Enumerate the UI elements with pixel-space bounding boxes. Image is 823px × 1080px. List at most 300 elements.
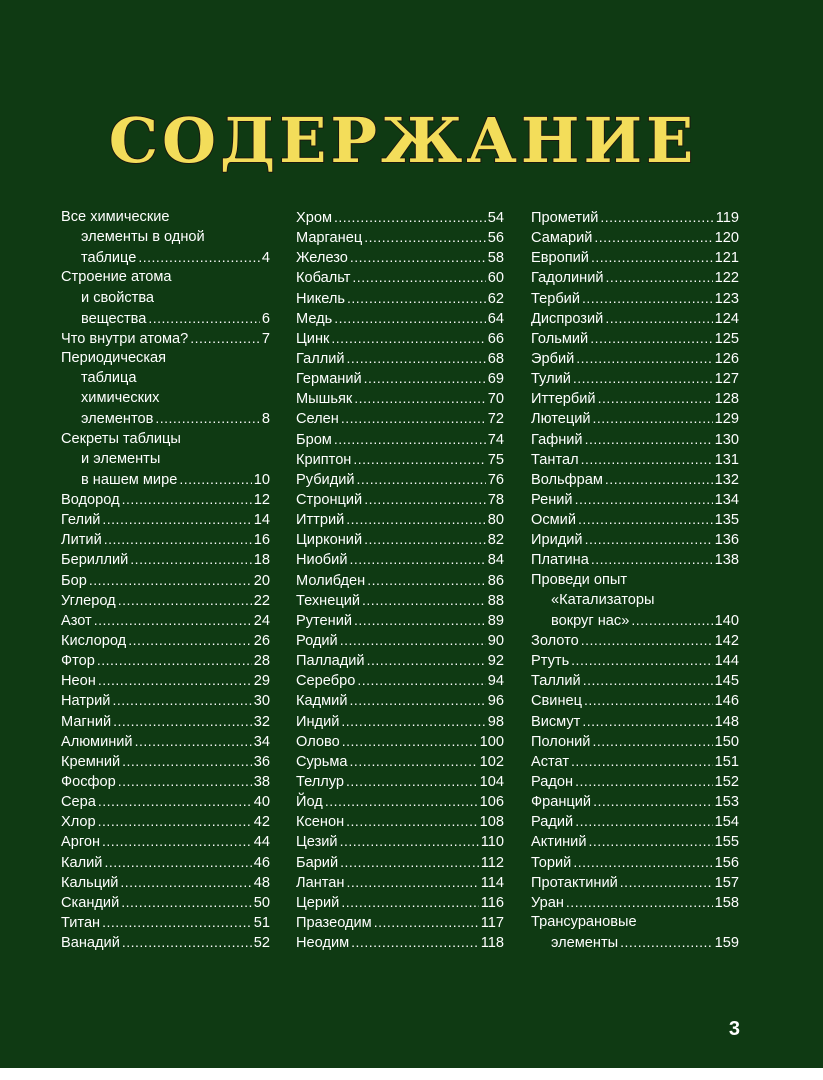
toc-entry-title: Цинк xyxy=(296,330,330,347)
toc-leader-dots xyxy=(364,529,486,550)
toc-entry-title: Что внутри атома? xyxy=(61,330,189,347)
toc-leader-dots xyxy=(367,570,486,591)
toc-entry-page: 120 xyxy=(714,230,739,247)
toc-entry-page: 118 xyxy=(480,935,504,952)
toc-leader-dots xyxy=(120,872,251,893)
toc-leader-dots xyxy=(121,892,252,913)
toc-leader-dots xyxy=(354,388,486,409)
toc-leader-dots xyxy=(341,408,486,429)
toc-entry-title: Бром xyxy=(296,431,332,448)
toc-leader-dots xyxy=(102,509,251,530)
toc-entry-page: 156 xyxy=(714,854,739,871)
toc-entry-title: Актиний xyxy=(531,834,587,851)
toc-entry xyxy=(61,610,270,630)
toc-entry xyxy=(296,711,504,731)
toc-entry xyxy=(296,811,504,831)
toc-entry-page: 34 xyxy=(253,733,270,750)
toc-entry-page: 117 xyxy=(480,914,504,931)
toc-leader-dots xyxy=(573,368,713,389)
toc-leader-dots xyxy=(190,328,260,349)
toc-entry-page: 84 xyxy=(487,552,504,569)
toc-entry-title: Висмут xyxy=(531,713,581,730)
toc-leader-dots xyxy=(364,227,486,248)
toc-entry-title: элементы в одной xyxy=(81,229,205,246)
page-title: СОДЕРЖАНИЕ xyxy=(108,104,698,177)
toc-entry xyxy=(296,590,504,610)
toc-entry xyxy=(61,912,270,932)
toc-entry xyxy=(531,388,739,408)
toc-entry-title: химических xyxy=(81,390,160,407)
toc-entry xyxy=(296,328,504,348)
toc-leader-dots xyxy=(357,469,486,490)
toc-entry-title: Цирконий xyxy=(296,532,363,549)
toc-entry-title: таблице xyxy=(81,250,137,267)
toc-leader-dots xyxy=(591,247,713,268)
toc-entry-title: Франций xyxy=(531,794,592,811)
toc-leader-dots xyxy=(566,892,713,913)
toc-entry-title: Лютеций xyxy=(531,411,591,428)
toc-entry-page: 44 xyxy=(253,834,270,851)
toc-entry-title: Фосфор xyxy=(61,773,116,790)
toc-leader-dots xyxy=(575,811,712,832)
toc-entry-title: Бор xyxy=(61,572,87,589)
toc-entry-title: Рубидий xyxy=(296,471,355,488)
toc-entry-title: Калий xyxy=(61,854,103,871)
toc-entry xyxy=(61,529,270,549)
toc-entry-title: Ванадий xyxy=(61,935,120,952)
toc-entry-page: 132 xyxy=(714,471,739,488)
toc-entry-page: 142 xyxy=(714,632,739,649)
toc-leader-dots xyxy=(342,731,478,752)
toc-entry-page: 110 xyxy=(480,834,504,851)
toc-leader-dots xyxy=(94,610,252,631)
toc-entry-page: 12 xyxy=(253,491,270,508)
toc-entry-title: элементов xyxy=(81,411,154,428)
toc-leader-dots xyxy=(631,610,712,631)
toc-entry-page: 136 xyxy=(714,532,739,549)
toc-entry xyxy=(531,711,739,731)
toc-entry-title: Уран xyxy=(531,894,564,911)
toc-entry xyxy=(296,449,504,469)
toc-leader-dots xyxy=(340,852,479,873)
toc-entry-title: Иттрий xyxy=(296,512,345,529)
toc-entry-title: Торий xyxy=(531,854,572,871)
toc-entry-title: Скандий xyxy=(61,894,120,911)
toc-entry-title: Церий xyxy=(296,894,340,911)
toc-leader-dots xyxy=(585,529,713,550)
toc-entry-title: Кобальт xyxy=(296,270,351,287)
toc-entry-page: 92 xyxy=(487,653,504,670)
toc-entry-page: 89 xyxy=(487,612,504,629)
toc-entry-page: 106 xyxy=(479,794,504,811)
toc-leader-dots xyxy=(576,348,712,369)
toc-entry-page: 26 xyxy=(253,632,270,649)
toc-entry-title: Йод xyxy=(296,794,323,811)
toc-entry xyxy=(61,690,270,710)
toc-entry-title: Строение атома xyxy=(61,269,172,286)
toc-entry xyxy=(61,308,270,328)
toc-entry-title: Рений xyxy=(531,491,573,508)
toc-entry xyxy=(296,267,504,287)
toc-entry-title: и свойства xyxy=(81,289,155,306)
toc-entry-title: Хром xyxy=(296,210,332,226)
toc-entry-title: Гадолиний xyxy=(531,270,604,287)
toc-entry xyxy=(296,751,504,771)
toc-leader-dots xyxy=(341,711,485,732)
toc-entry-page: 122 xyxy=(714,270,739,287)
toc-entry xyxy=(531,449,739,469)
toc-entry-title: Углерод xyxy=(61,592,116,609)
toc-entry-title: Водород xyxy=(61,491,120,508)
toc-entry-page: 114 xyxy=(480,874,504,891)
toc-entry-title: Ниобий xyxy=(296,552,348,569)
toc-entry xyxy=(531,912,739,932)
toc-entry xyxy=(531,690,739,710)
toc-entry-title: Селен xyxy=(296,411,339,428)
toc-leader-dots xyxy=(347,348,486,369)
toc-entry xyxy=(61,207,270,227)
toc-entry-page: 131 xyxy=(714,451,739,468)
toc-entry-page: 130 xyxy=(714,431,739,448)
toc-entry xyxy=(531,932,739,952)
toc-column-2 xyxy=(296,207,504,952)
toc-leader-dots xyxy=(590,328,712,349)
toc-entry-title: Вольфрам xyxy=(531,471,603,488)
toc-entry xyxy=(296,912,504,932)
toc-entry-page: 22 xyxy=(253,592,270,609)
toc-entry-page: 29 xyxy=(253,673,270,690)
toc-entry-page: 56 xyxy=(487,230,504,247)
toc-leader-dots xyxy=(573,852,712,873)
toc-entry xyxy=(531,408,739,428)
toc-entry xyxy=(296,227,504,247)
toc-entry xyxy=(531,328,739,348)
toc-entry xyxy=(531,751,739,771)
toc-entry-page: 86 xyxy=(487,572,504,589)
toc-entry xyxy=(296,932,504,952)
toc-leader-dots xyxy=(334,308,486,329)
toc-entry xyxy=(61,288,270,308)
toc-entry-title: Иридий xyxy=(531,532,583,549)
toc-leader-dots xyxy=(346,811,477,832)
toc-entry xyxy=(531,852,739,872)
toc-entry-page: 138 xyxy=(714,552,739,569)
toc-leader-dots xyxy=(605,469,713,490)
toc-entry xyxy=(61,227,270,247)
toc-leader-dots xyxy=(104,529,252,550)
toc-leader-dots xyxy=(367,650,486,671)
toc-entry-page: 7 xyxy=(261,330,270,347)
toc-entry-page: 70 xyxy=(487,391,504,408)
toc-entry-page: 66 xyxy=(487,330,504,347)
toc-entry xyxy=(296,872,504,892)
toc-leader-dots xyxy=(352,267,485,288)
toc-leader-dots xyxy=(593,408,713,429)
toc-leader-dots xyxy=(341,892,478,913)
toc-entry-page: 40 xyxy=(253,794,270,811)
toc-entry-title: Серебро xyxy=(296,673,356,690)
toc-entry xyxy=(61,731,270,751)
toc-entry-title: Протактиний xyxy=(531,874,618,891)
toc-leader-dots xyxy=(594,227,712,248)
toc-entry-page: 158 xyxy=(714,894,739,911)
toc-entry xyxy=(296,650,504,670)
toc-entry-page: 62 xyxy=(487,290,504,307)
toc-entry-page: 32 xyxy=(253,713,270,730)
toc-entry xyxy=(296,207,504,227)
toc-leader-dots xyxy=(118,590,252,611)
toc-entry xyxy=(531,811,739,831)
toc-entry-title: Кремний xyxy=(61,753,121,770)
toc-entry-page: 50 xyxy=(253,894,270,911)
toc-entry-title: Секреты таблицы xyxy=(61,430,181,447)
toc-leader-dots xyxy=(350,751,478,772)
toc-leader-dots xyxy=(102,831,252,852)
toc-entry-page: 126 xyxy=(714,350,739,367)
toc-entry xyxy=(296,469,504,489)
toc-leader-dots xyxy=(350,247,486,268)
toc-leader-dots xyxy=(354,610,486,631)
toc-entry-page: 8 xyxy=(261,411,270,428)
toc-entry-title: Марганец xyxy=(296,230,363,247)
toc-entry xyxy=(296,892,504,912)
toc-entry xyxy=(61,590,270,610)
toc-leader-dots xyxy=(575,489,713,510)
page-number: 3 xyxy=(728,1018,740,1040)
toc-entry-page: 104 xyxy=(479,773,504,790)
toc-leader-dots xyxy=(104,852,251,873)
toc-entry-page: 80 xyxy=(487,512,504,529)
toc-entry xyxy=(531,207,739,227)
toc-entry xyxy=(531,429,739,449)
toc-entry-title: Кальций xyxy=(61,874,119,891)
toc-entry-title: Титан xyxy=(61,914,101,931)
toc-entry-page: 6 xyxy=(261,310,270,327)
toc-entry-title: Европий xyxy=(531,250,589,267)
toc-entry-page: 124 xyxy=(714,310,739,327)
toc-leader-dots xyxy=(374,912,479,933)
toc-entry-title: Радий xyxy=(531,814,574,831)
toc-entry-page: 36 xyxy=(253,753,270,770)
toc-entry-title: Стронций xyxy=(296,491,363,508)
toc-entry-page: 152 xyxy=(714,773,739,790)
toc-entry-title: Астат xyxy=(531,753,570,770)
toc-entry xyxy=(296,408,504,428)
toc-entry xyxy=(296,308,504,328)
toc-entry xyxy=(531,308,739,328)
toc-entry-page: 144 xyxy=(714,653,739,670)
toc-entry-title: Проведи опыт xyxy=(531,571,628,588)
toc-entry-page: 76 xyxy=(487,471,504,488)
toc-leader-dots xyxy=(130,549,251,570)
toc-entry-page: 10 xyxy=(253,471,270,488)
toc-leader-dots xyxy=(112,690,251,711)
toc-leader-dots xyxy=(362,590,486,611)
toc-entry-title: Палладий xyxy=(296,653,365,670)
toc-entry-title: Родий xyxy=(296,632,338,649)
toc-entry-page: 72 xyxy=(487,411,504,428)
toc-entry-page: 42 xyxy=(253,814,270,831)
toc-entry xyxy=(531,288,739,308)
toc-entry xyxy=(61,509,270,529)
toc-leader-dots xyxy=(340,630,486,651)
toc-entry xyxy=(61,368,270,388)
toc-entry xyxy=(61,791,270,811)
toc-entry-title: Алюминий xyxy=(61,733,133,750)
toc-entry-title: Гафний xyxy=(531,431,583,448)
toc-leader-dots xyxy=(118,771,252,792)
toc-entry-title: Аргон xyxy=(61,834,101,851)
toc-entry-page: 64 xyxy=(487,310,504,327)
toc-entry-page: 116 xyxy=(480,894,504,911)
toc-entry-page: 121 xyxy=(714,250,739,267)
toc-leader-dots xyxy=(581,630,713,651)
toc-leader-dots xyxy=(122,932,252,953)
toc-entry xyxy=(61,630,270,650)
toc-entry-title: Криптон xyxy=(296,451,352,468)
toc-entry xyxy=(296,670,504,690)
toc-entry xyxy=(531,267,739,287)
toc-entry-title: Неон xyxy=(61,673,96,690)
toc-entry-title: Свинец xyxy=(531,693,582,710)
toc-entry-page: 54 xyxy=(487,210,504,226)
toc-entry xyxy=(296,630,504,650)
toc-entry-page: 148 xyxy=(714,713,739,730)
toc-entry xyxy=(531,509,739,529)
toc-entry-title: Фтор xyxy=(61,653,95,670)
toc-entry xyxy=(296,549,504,569)
toc-entry-title: Периодическая xyxy=(61,349,167,366)
toc-leader-dots xyxy=(600,207,713,228)
toc-leader-dots xyxy=(357,670,485,691)
toc-leader-dots xyxy=(583,670,713,691)
toc-leader-dots xyxy=(334,207,486,228)
toc-entry xyxy=(531,348,739,368)
toc-entry xyxy=(531,650,739,670)
toc-entry xyxy=(296,429,504,449)
toc-entry xyxy=(531,630,739,650)
toc-entry xyxy=(61,892,270,912)
toc-entry-title: Никель xyxy=(296,290,345,307)
toc-entry xyxy=(61,388,270,408)
toc-entry xyxy=(61,670,270,690)
toc-leader-dots xyxy=(606,267,713,288)
toc-entry xyxy=(61,549,270,569)
toc-leader-dots xyxy=(620,872,713,893)
toc-entry-page: 24 xyxy=(253,612,270,629)
toc-entry-title: Медь xyxy=(296,310,333,327)
toc-entry xyxy=(296,570,504,590)
toc-leader-dots xyxy=(605,308,712,329)
toc-entry-page: 82 xyxy=(487,532,504,549)
toc-leader-dots xyxy=(331,328,485,349)
toc-leader-dots xyxy=(98,811,252,832)
toc-entry-title: Гелий xyxy=(61,512,101,529)
toc-entry-title: Самарий xyxy=(531,230,593,247)
toc-entry-page: 88 xyxy=(487,592,504,609)
toc-entry-page: 94 xyxy=(487,673,504,690)
toc-entry xyxy=(531,590,739,610)
toc-entry-title: Трансурановые xyxy=(531,913,637,930)
toc-entry xyxy=(531,529,739,549)
toc-entry-page: 96 xyxy=(487,693,504,710)
toc-leader-dots xyxy=(346,872,478,893)
toc-entry-title: Ксенон xyxy=(296,814,345,831)
toc-entry-page: 69 xyxy=(487,371,504,388)
toc-entry xyxy=(296,247,504,267)
toc-entry xyxy=(61,811,270,831)
toc-entry xyxy=(531,469,739,489)
toc-leader-dots xyxy=(584,690,713,711)
toc-entry-page: 157 xyxy=(714,874,739,891)
toc-entry-title: Кадмий xyxy=(296,693,348,710)
toc-entry-page: 153 xyxy=(714,794,739,811)
toc-entry xyxy=(531,892,739,912)
toc-entry xyxy=(531,227,739,247)
toc-entry-page: 51 xyxy=(253,914,270,931)
toc-entry-title: Рутений xyxy=(296,612,353,629)
toc-entry-title: Гольмий xyxy=(531,330,589,347)
toc-entry xyxy=(296,852,504,872)
toc-leader-dots xyxy=(571,650,712,671)
toc-entry xyxy=(61,328,270,348)
toc-entry-title: Неодим xyxy=(296,935,350,952)
toc-entry xyxy=(61,872,270,892)
toc-entry xyxy=(296,509,504,529)
toc-leader-dots xyxy=(179,469,251,490)
toc-entry xyxy=(531,570,739,590)
toc-entry-page: 154 xyxy=(714,814,739,831)
toc-leader-dots xyxy=(346,771,478,792)
toc-leader-dots xyxy=(592,731,712,752)
toc-entry-title: Молибден xyxy=(296,572,366,589)
toc-leader-dots xyxy=(593,791,713,812)
toc-entry-page: 20 xyxy=(253,572,270,589)
toc-entry xyxy=(531,872,739,892)
toc-leader-dots xyxy=(571,751,713,772)
toc-entry xyxy=(531,670,739,690)
toc-entry-title: Железо xyxy=(296,250,348,267)
toc-leader-dots xyxy=(113,711,252,732)
toc-leader-dots xyxy=(575,771,713,792)
toc-entry xyxy=(61,469,270,489)
toc-entry-title: Таллий xyxy=(531,673,581,690)
toc-entry-title: Платина xyxy=(531,552,589,569)
toc-entry-page: 16 xyxy=(253,532,270,549)
toc-entry-page: 75 xyxy=(487,451,504,468)
toc-entry-page: 74 xyxy=(487,431,504,448)
toc-entry-page: 159 xyxy=(714,935,739,952)
toc-entry-page: 134 xyxy=(714,491,739,508)
toc-entry-title: Золото xyxy=(531,632,579,649)
toc-entry xyxy=(61,771,270,791)
toc-leader-dots xyxy=(128,630,252,651)
toc-entry-page: 4 xyxy=(261,250,270,267)
toc-leader-dots xyxy=(102,912,252,933)
toc-entry-title: Бериллий xyxy=(61,552,129,569)
toc-entry-title: Натрий xyxy=(61,693,111,710)
toc-entry-title: Технеций xyxy=(296,592,361,609)
toc-entry-page: 151 xyxy=(714,753,739,770)
toc-leader-dots xyxy=(351,932,479,953)
toc-leader-dots xyxy=(578,509,713,530)
toc-leader-dots xyxy=(97,650,252,671)
toc-entry xyxy=(61,247,270,267)
toc-entry xyxy=(61,932,270,952)
toc-column-1 xyxy=(61,207,270,952)
toc-entry-title: Прометий xyxy=(531,210,599,226)
toc-entry xyxy=(61,429,270,449)
